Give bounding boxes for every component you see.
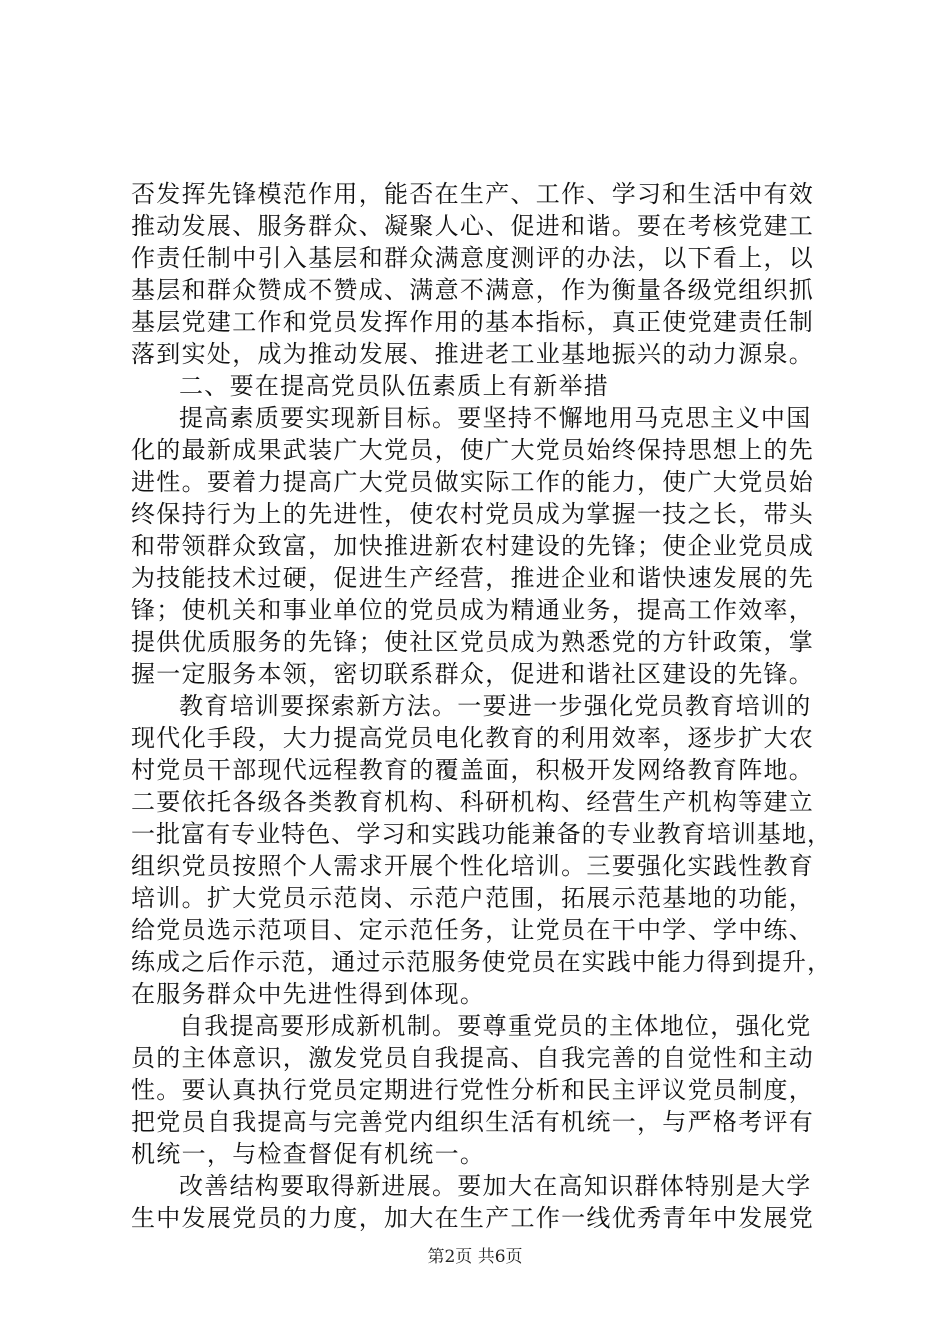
text-line: 在服务群众中先进性得到体现。 — [131, 980, 486, 1008]
text-line: 否发挥先锋模范作用，能否在生产、工作、学习和生活中有效 — [131, 180, 815, 208]
text-line: 和带领群众致富，加快推进新农村建设的先锋；使企业党员成 — [131, 532, 815, 560]
text-line: 练成之后作示范，通过示范服务使党员在实践中能力得到提升， — [131, 948, 831, 976]
text-line: 终保持行为上的先进性，使农村党员成为掌握一技之长，带头 — [131, 500, 815, 528]
text-line: 组织党员按照个人需求开展个性化培训。三要强化实践性教育 — [131, 852, 815, 880]
paragraph-first-line: 改善结构要取得新进展。要加大在高知识群体特别是大学 — [179, 1172, 812, 1200]
text-line: 二要依托各级各类教育机构、科研机构、经营生产机构等建立 — [131, 788, 815, 816]
text-line: 提供优质服务的先锋；使社区党员成为熟悉党的方针政策，掌 — [131, 628, 815, 656]
paragraph-first-line: 自我提高要形成新机制。要尊重党员的主体地位，强化党 — [179, 1012, 812, 1040]
text-line: 握一定服务本领，密切联系群众，促进和谐社区建设的先锋。 — [131, 660, 815, 688]
text-line: 村党员干部现代远程教育的覆盖面，积极开发网络教育阵地。 — [131, 756, 815, 784]
text-line: 化的最新成果武装广大党员，使广大党员始终保持思想上的先 — [131, 436, 815, 464]
text-line: 落到实处，成为推动发展、推进老工业基地振兴的动力源泉。 — [131, 340, 815, 368]
text-line: 培训。扩大党员示范岗、示范户范围，拓展示范基地的功能， — [131, 884, 815, 912]
paragraph-first-line: 教育培训要探索新方法。一要进一步强化党员教育培训的 — [179, 692, 812, 720]
text-line: 现代化手段，大力提高党员电化教育的利用效率，逐步扩大农 — [131, 724, 815, 752]
body-text — [131, 178, 831, 1234]
text-line: 基层党建工作和党员发挥作用的基本指标，真正使党建责任制 — [131, 308, 815, 336]
text-line: 员的主体意识，激发党员自我提高、自我完善的自觉性和主动 — [131, 1044, 815, 1072]
text-line: 基层和群众赞成不赞成、满意不满意，作为衡量各级党组织抓 — [131, 276, 815, 304]
text-line: 性。要认真执行党员定期进行党性分析和民主评议党员制度， — [131, 1076, 815, 1104]
text-line: 锋；使机关和事业单位的党员成为精通业务，提高工作效率， — [131, 596, 815, 624]
text-line: 为技能技术过硬，促进生产经营，推进企业和谐快速发展的先 — [131, 564, 815, 592]
text-line: 推动发展、服务群众、凝聚人心、促进和谐。要在考核党建工 — [131, 212, 815, 240]
text-line: 机统一，与检查督促有机统一。 — [131, 1140, 486, 1168]
page-number-footer: 第2页 共6页 — [427, 1247, 523, 1267]
text-line: 生中发展党员的力度，加大在生产工作一线优秀青年中发展党 — [131, 1204, 815, 1232]
text-line: 一批富有专业特色、学习和实践功能兼备的专业教育培训基地， — [131, 820, 831, 848]
text-line: 给党员选示范项目、定示范任务，让党员在干中学、学中练、 — [131, 916, 815, 944]
paragraph-first-line: 提高素质要实现新目标。要坚持不懈地用马克思主义中国 — [179, 404, 812, 432]
section-heading: 二、要在提高党员队伍素质上有新举措 — [179, 372, 610, 400]
text-line: 作责任制中引入基层和群众满意度测评的办法，以下看上，以 — [131, 244, 815, 272]
text-line: 把党员自我提高与完善党内组织生活有机统一，与严格考评有 — [131, 1108, 815, 1136]
text-line: 进性。要着力提高广大党员做实际工作的能力，使广大党员始 — [131, 468, 815, 496]
